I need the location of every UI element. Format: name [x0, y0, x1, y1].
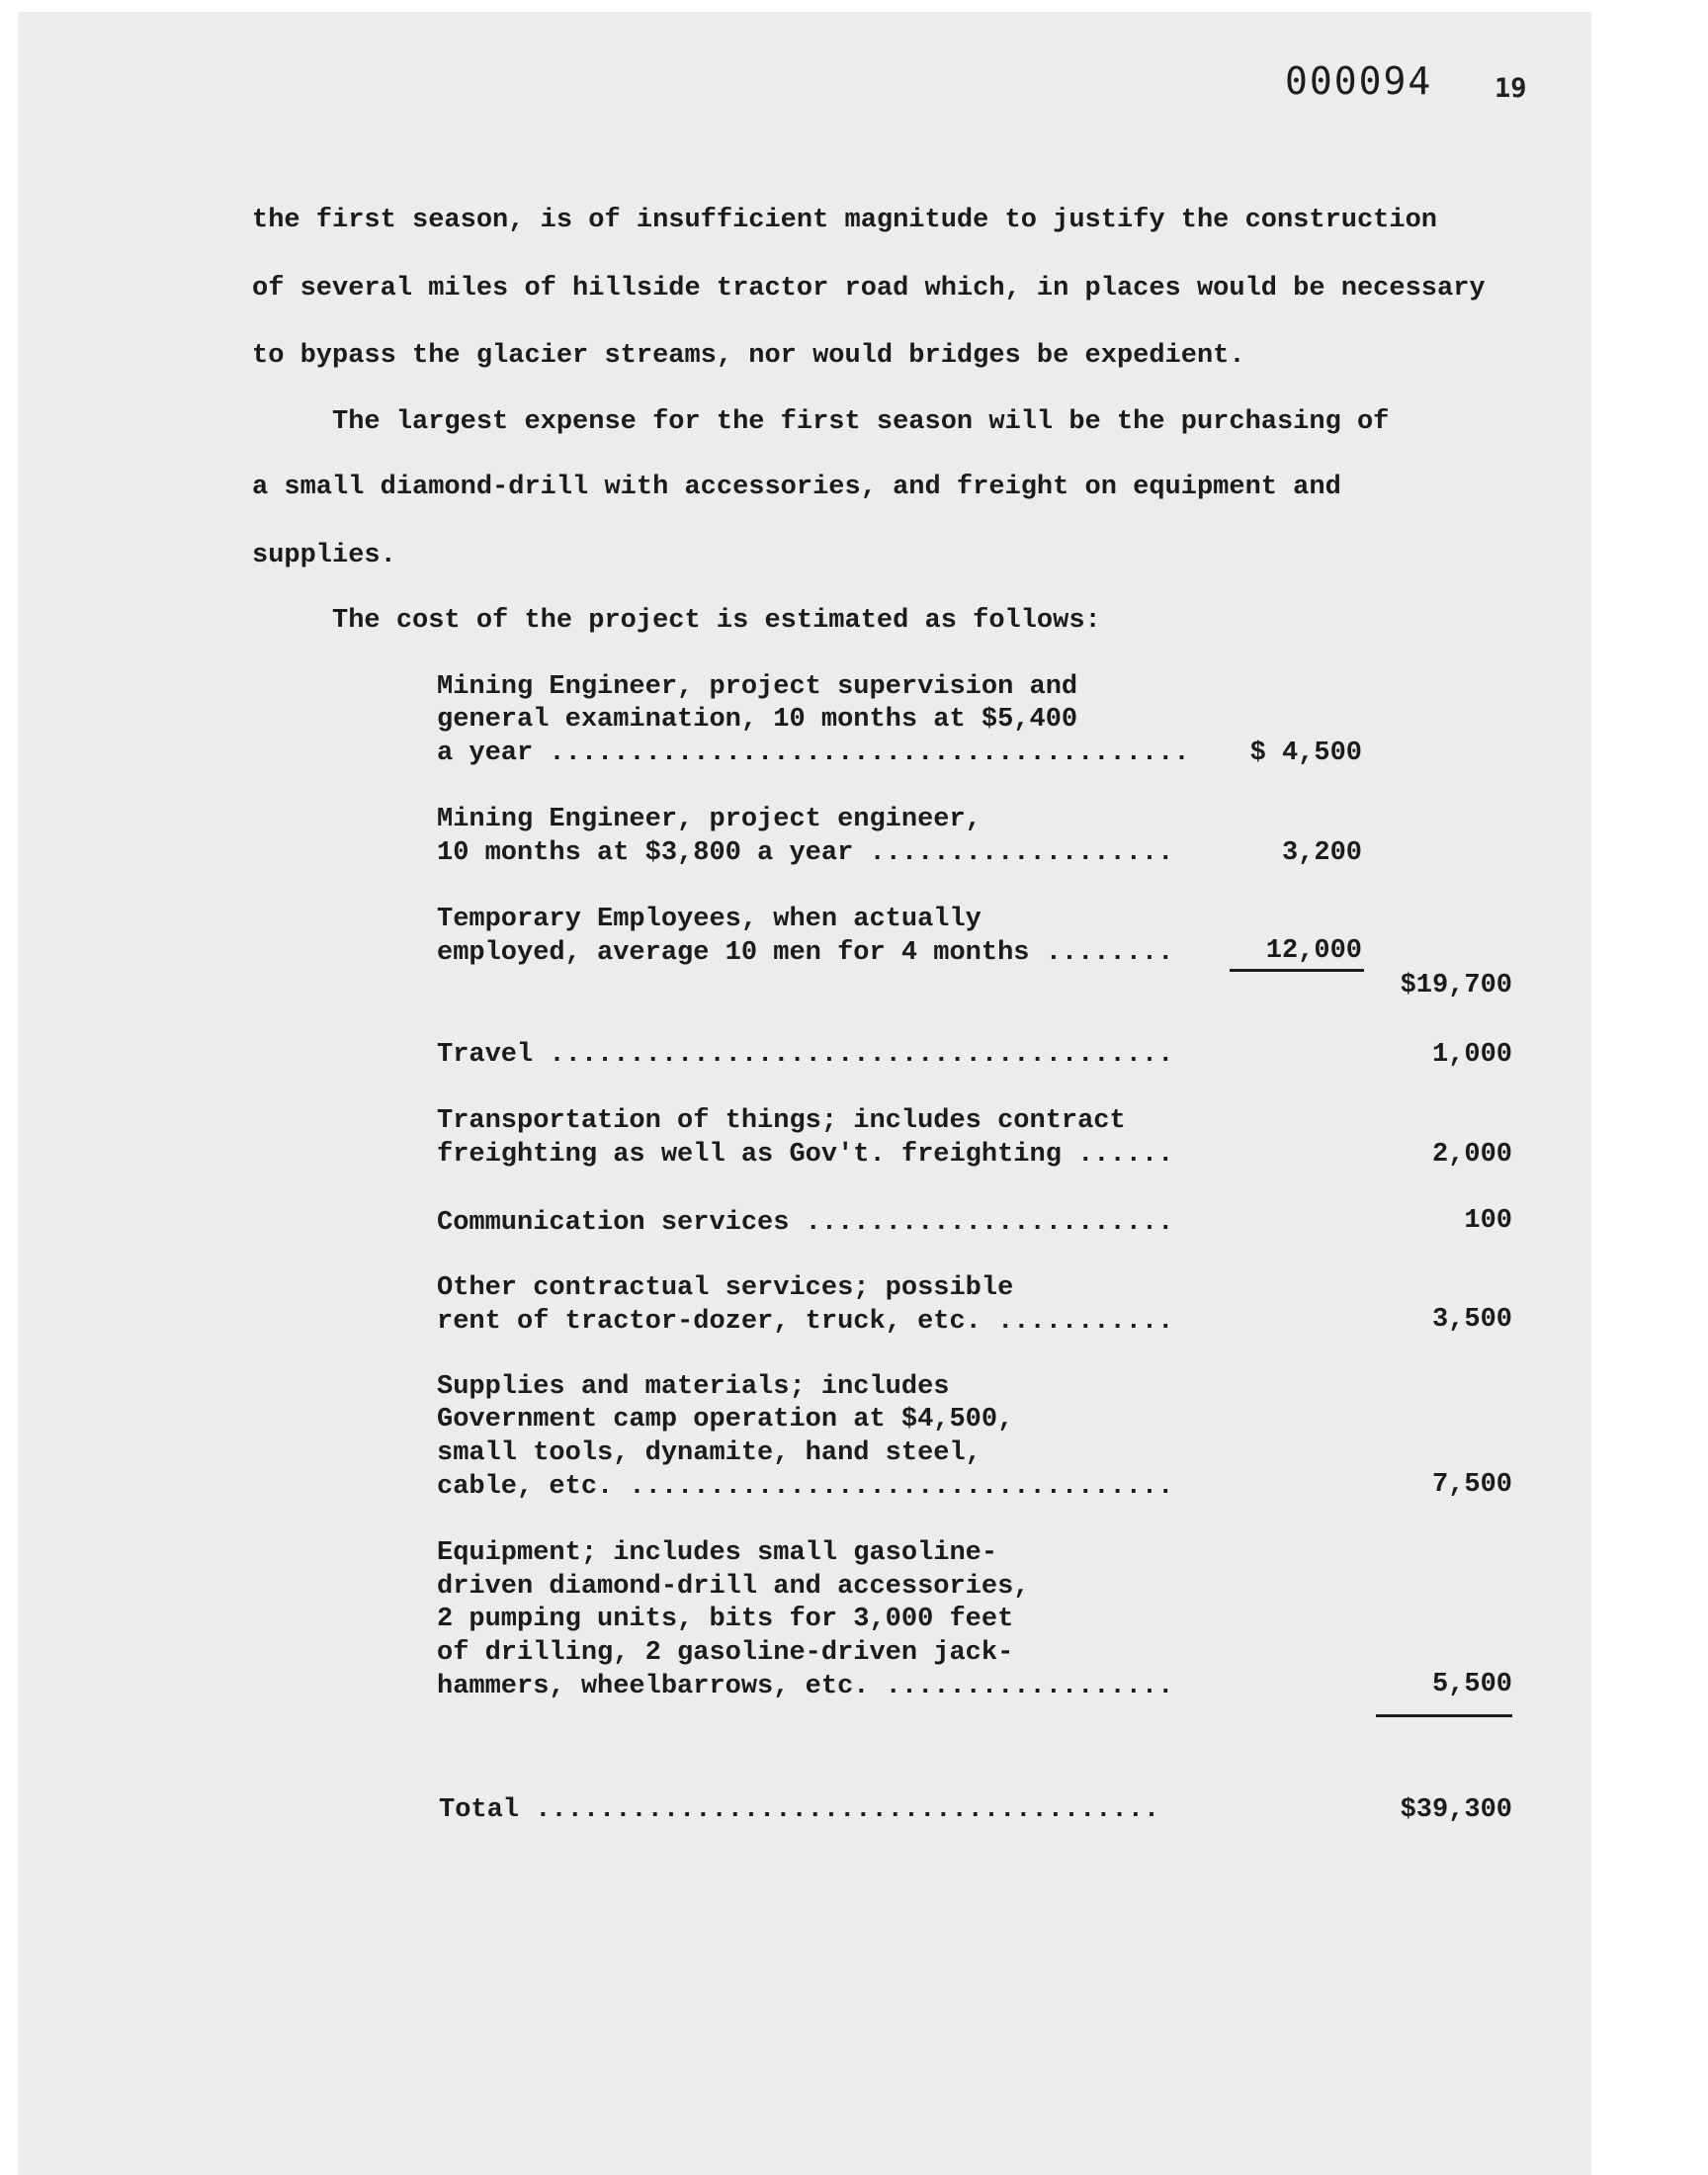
other-contractual-line-1: Other contractual services; possible	[437, 1273, 1014, 1303]
document-stamp-number: 000094	[1285, 59, 1433, 103]
item-1-line-1: Mining Engineer, project supervision and	[437, 672, 1078, 702]
equipment-line-3: 2 pumping units, bits for 3,000 feet	[437, 1605, 1014, 1634]
equipment-line-5: hammers, wheelbarrows, etc. ..................	[437, 1672, 1174, 1701]
paragraph-2-line-3: supplies.	[252, 541, 396, 570]
total-label: Total .......................................	[439, 1795, 1160, 1825]
communication-line: Communication services .......................	[437, 1208, 1174, 1238]
communication-amount: 100	[1464, 1206, 1512, 1236]
paragraph-2-line-2: a small diamond-drill with accessories, and freight on equipment and	[252, 473, 1341, 502]
transportation-line-2: freighting as well as Gov't. freighting ......	[437, 1140, 1174, 1170]
supplies-line-4: cable, etc. ..................................	[437, 1472, 1174, 1502]
supplies-line-2: Government camp operation at $4,500,	[437, 1405, 1014, 1435]
item-2-line-1: Mining Engineer, project engineer,	[437, 805, 982, 834]
equipment-line-4: of drilling, 2 gasoline-driven jack-	[437, 1638, 1014, 1668]
other-contractual-line-2: rent of tractor-dozer, truck, etc. ...........	[437, 1307, 1174, 1337]
paragraph-1-line-1: the first season, is of insufficient magnitude to justify the construction	[252, 206, 1437, 235]
item-3-line-2: employed, average 10 men for 4 months ........	[437, 938, 1174, 968]
supplies-line-3: small tools, dynamite, hand steel,	[437, 1438, 982, 1468]
page-number: 19	[1494, 73, 1527, 104]
item-1-amount: $ 4,500	[1249, 739, 1362, 768]
subtotal-amount: $19,700	[1400, 971, 1512, 1000]
supplies-line-1: Supplies and materials; includes	[437, 1372, 950, 1402]
travel-amount: 1,000	[1431, 1040, 1512, 1070]
total-amount: $39,300	[1400, 1795, 1512, 1825]
paragraph-2-line-1: The largest expense for the first season will be the purchasing of	[252, 407, 1390, 437]
paragraph-3-line: The cost of the project is estimated as follows:	[252, 606, 1101, 636]
equipment-line-1: Equipment; includes small gasoline-	[437, 1538, 998, 1568]
scanned-page	[18, 12, 1591, 2175]
equipment-line-2: driven diamond-drill and accessories,	[437, 1572, 1030, 1602]
paragraph-1-line-3: to bypass the glacier streams, nor would bridges be expedient.	[252, 341, 1245, 371]
supplies-amount: 7,500	[1431, 1470, 1512, 1500]
other-contractual-amount: 3,500	[1431, 1305, 1512, 1335]
travel-line: Travel .......................................	[437, 1040, 1174, 1070]
item-1-line-2: general examination, 10 months at $5,400	[437, 705, 1078, 735]
total-underline	[1376, 1714, 1512, 1717]
equipment-amount: 5,500	[1431, 1670, 1512, 1699]
item-2-amount: 3,200	[1281, 838, 1362, 868]
paragraph-1-line-2: of several miles of hillside tractor road which, in places would be necessary	[252, 274, 1486, 304]
item-2-line-2: 10 months at $3,800 a year ...................	[437, 838, 1174, 868]
transportation-line-1: Transportation of things; includes contract	[437, 1106, 1126, 1136]
item-1-line-3: a year ........................................	[437, 739, 1190, 768]
item-3-amount: 12,000	[1265, 936, 1362, 966]
transportation-amount: 2,000	[1431, 1140, 1512, 1170]
item-3-line-1: Temporary Employees, when actually	[437, 905, 982, 934]
